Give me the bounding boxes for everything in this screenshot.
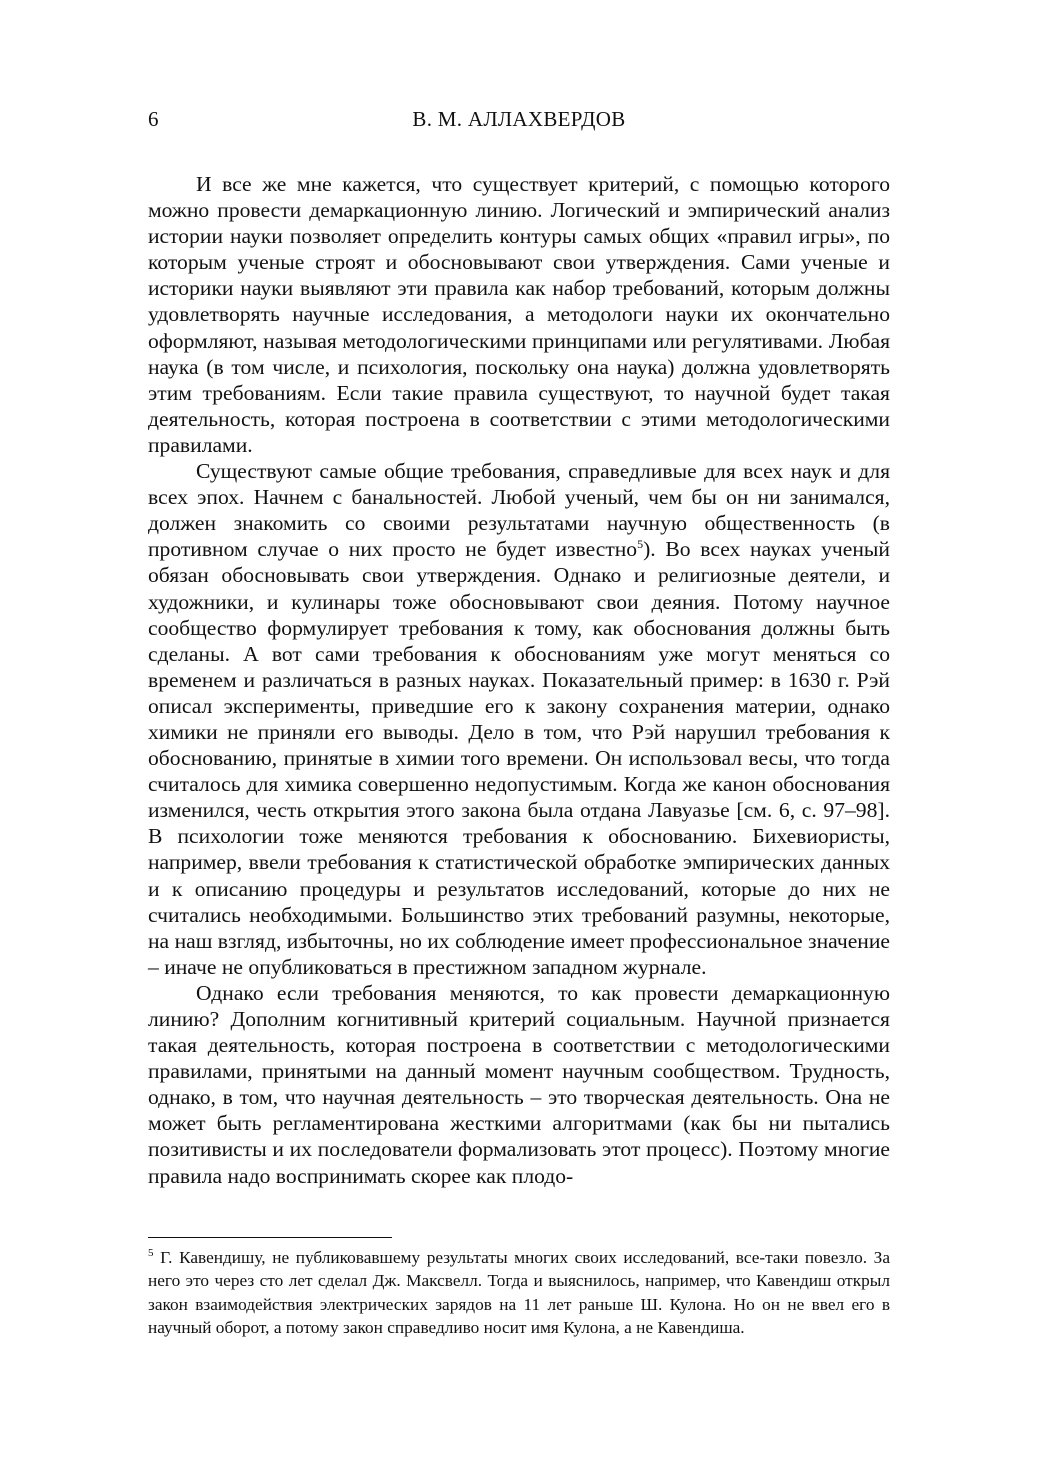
paragraph-2-text-before-ref: Существуют самые общие требования, справедливые для всех наук и для всех эпох. Начнем с банальностей. Любой ученый, чем бы он ни занимался, должен знакомить со своими результатами научную общественность (в противном случае о них просто не будет известно — [148, 459, 890, 562]
running-title: В. М. АЛЛАХВЕРДОВ — [412, 107, 626, 131]
paragraph-3: Однако если требования меняются, то как провести демаркационную линию? Дополним когнитивный критерий социальным. Научной признается такая деятельность, которая построена в соответствии с методологическими правилами, принятыми на данный момент научным сообществом. Трудность, однако, в том, что научная деятельность – это творческая деятельность. Она не может быть регламентирована жесткими алгоритмами (как бы ни пытались позитивисты и их последователи формализовать этот процесс). Поэтому многие правила надо воспринимать скорее как плодо- — [148, 980, 890, 1188]
paragraph-2 — [148, 458, 890, 980]
body-text — [148, 171, 890, 1189]
paragraph-1: И все же мне кажется, что существует критерий, с помощью которого можно провести демаркационную линию. Логический и эмпирический анализ истории науки позволяет определить контуры самых общих «правил игры», по которым ученые строят и обосновывают свои утверждения. Сами ученые и историки науки выявляют эти правила как набор требований, которым должны удовлетворять научные исследования, а методологи науки их окончательно оформляют, называя методологическими принципами или регулятивами. Любая наука (в том числе, и психология, поскольку она наука) должна удовлетворять этим требованиям. Если такие правила существуют, то научной будет такая деятельность, которая построена в соответствии с этими методологическими правилами. — [148, 172, 890, 457]
page — [148, 104, 890, 1189]
running-header — [148, 104, 890, 134]
footnote-divider — [148, 1237, 392, 1238]
footnote-reference[interactable]: 5 — [637, 537, 644, 552]
footnote — [148, 1246, 890, 1339]
footnote-marker: 5 — [148, 1247, 154, 1260]
paragraph-2-text-after-ref: ). Во всех науках ученый обязан обосновывать свои утверждения. Однако и религиозные деятели, и художники, и кулинары тоже обосновывают свои деяния. Потому научное сообщество формулирует требования к тому, как обоснования должны быть сделаны. А вот сами требования к обоснованиям уже могут меняться со временем и различаться в разных науках. Показательный пример: в 1630 г. Рэй описал эксперименты, приведшие его к закону сохранения материи, однако химики не приняли его выводы. Дело в том, что Рэй нарушил требования к обоснованию, принятые в химии того времени. Он использовал весы, что тогда считалось для химика совершенно недопустимым. Когда же канон обоснования изменился, честь открытия этого закона была отдана Лавуазье [см. 6, с. 97–98]. В психологии тоже меняются требования к обоснованию. Бихевиористы, например, ввели требования к статистической обработке эмпирических данных и к описанию процедуры и результатов исследований, которые до них не считались необходимыми. Большинство этих требований разумны, некоторые, на наш взгляд, избыточны, но их соблюдение имеет профессиональное значение – иначе не опубликоваться в престижном западном журнале. — [148, 537, 890, 979]
page-number: 6 — [148, 107, 159, 131]
footnote-text: Г. Кавендишу, не публиковавшему результаты многих своих исследований, все-таки повезло. За него это через сто лет сделал Дж. Максвелл. Тогда и выяснилось, например, что Кавендиш открыл закон взаимодействия электрических зарядов на 11 лет раньше Ш. Кулона. Но он не ввел его в научный оборот, а потому закон справедливо носит имя Кулона, а не Кавендиша. — [148, 1248, 890, 1337]
